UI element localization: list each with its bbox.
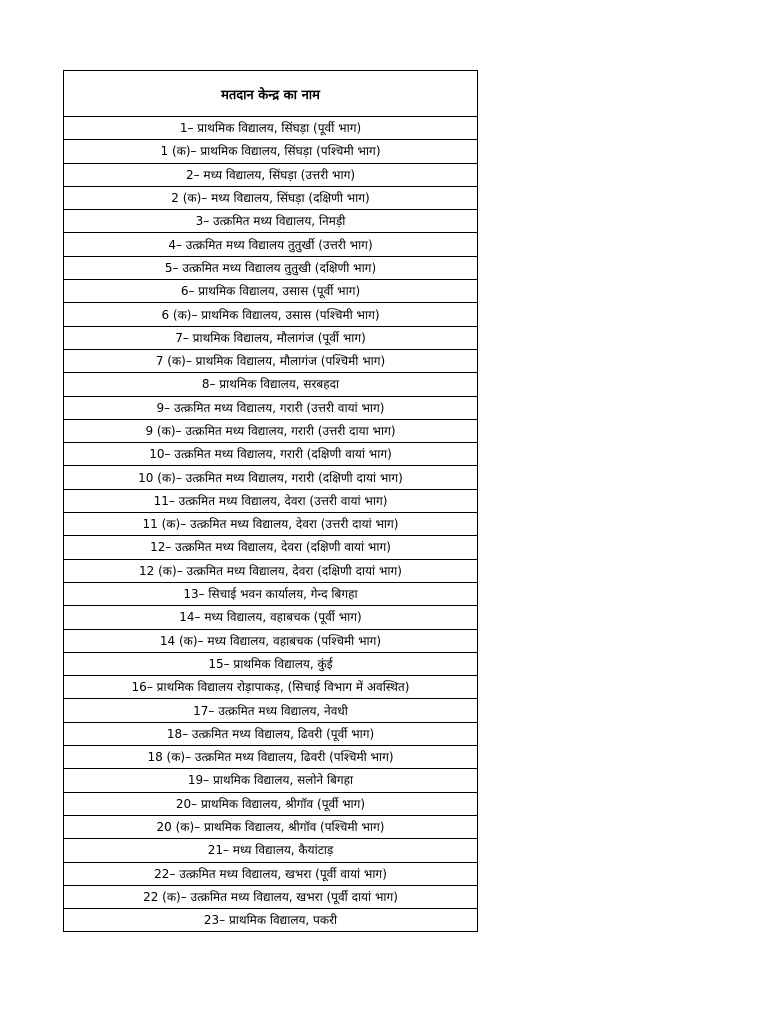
table-row: [64, 256, 478, 279]
polling-station-name-cell: 20 (क)– प्राथमिक विद्यालय, श्रीगॉव (पश्चिमी भाग): [64, 815, 478, 838]
polling-station-name-cell: 18– उत्क्रमित मध्य विद्यालय, ढिवरी (पूर्वी भाग): [64, 722, 478, 745]
polling-station-name-cell: 15– प्राथमिक विद्यालय, कुंई: [64, 652, 478, 675]
polling-station-name-cell: 20– प्राथमिक विद्यालय, श्रीगॉव (पूर्वी भाग): [64, 792, 478, 815]
polling-station-name-cell: 1 (क)– प्राथमिक विद्यालय, सिंघड़ा (पश्चिमी भाग): [64, 140, 478, 163]
polling-station-name-cell: 21– मध्य विद्यालय, कैयांटाड़: [64, 839, 478, 862]
polling-station-name-cell: 10 (क)– उत्क्रमित मध्य विद्यालय, गरारी (दक्षिणी दायां भाग): [64, 466, 478, 489]
polling-station-sheet: [63, 70, 478, 932]
polling-station-name-cell: 10– उत्क्रमित मध्य विद्यालय, गरारी (दक्षिणी वायां भाग): [64, 443, 478, 466]
table-row: [64, 839, 478, 862]
polling-station-name-cell: 14 (क)– मध्य विद्यालय, वहाबचक (पश्चिमी भाग): [64, 629, 478, 652]
table-row: [64, 280, 478, 303]
polling-station-name-cell: 8– प्राथमिक विद्यालय, सरबहदा: [64, 373, 478, 396]
polling-station-name-cell: 16– प्राथमिक विद्यालय रोड़ापाकड़, (सिचाई विभाग में अवस्थित): [64, 676, 478, 699]
polling-station-name-cell: 6 (क)– प्राथमिक विद्यालय, उसास (पश्चिमी भाग): [64, 303, 478, 326]
polling-station-name-cell: 22– उत्क्रमित मध्य विद्यालय, खभरा (पूर्वी वायां भाग): [64, 862, 478, 885]
polling-station-name-cell: 9 (क)– उत्क्रमित मध्य विद्यालय, गरारी (उत्तरी दाया भाग): [64, 419, 478, 442]
polling-station-name-cell: 6– प्राथमिक विद्यालय, उसास (पूर्वी भाग): [64, 280, 478, 303]
table-row: [64, 536, 478, 559]
table-row: [64, 419, 478, 442]
table-header-row: [64, 71, 478, 117]
polling-station-name-cell: 5– उत्क्रमित मध्य विद्यालय तुतुखी (दक्षिणी भाग): [64, 256, 478, 279]
table-row: [64, 373, 478, 396]
polling-station-name-cell: 17– उत्क्रमित मध्य विद्यालय, नेवधी: [64, 699, 478, 722]
table-row: [64, 652, 478, 675]
polling-station-name-cell: 23– प्राथमिक विद्यालय, पकरी: [64, 909, 478, 932]
table-row: [64, 489, 478, 512]
table-row: [64, 699, 478, 722]
table-row: [64, 140, 478, 163]
table-row: [64, 210, 478, 233]
table-row: [64, 466, 478, 489]
table-row: [64, 769, 478, 792]
polling-station-name-cell: 12 (क)– उत्क्रमित मध्य विद्यालय, देवरा (दक्षिणी दायां भाग): [64, 559, 478, 582]
table-body: [64, 117, 478, 932]
table-row: [64, 326, 478, 349]
table-row: [64, 606, 478, 629]
polling-station-name-cell: 18 (क)– उत्क्रमित मध्य विद्यालय, ढिवरी (पश्चिमी भाग): [64, 746, 478, 769]
table-row: [64, 163, 478, 186]
polling-station-name-cell: 7– प्राथमिक विद्यालय, मौलागंज (पूर्वी भाग): [64, 326, 478, 349]
table-row: [64, 186, 478, 209]
table-row: [64, 629, 478, 652]
table-row: [64, 117, 478, 140]
polling-station-name-cell: 19– प्राथमिक विद्यालय, सलोने बिगहा: [64, 769, 478, 792]
table-row: [64, 443, 478, 466]
table-row: [64, 303, 478, 326]
polling-station-name-cell: 1– प्राथमिक विद्यालय, सिंघड़ा (पूर्वी भाग): [64, 117, 478, 140]
polling-station-name-cell: 7 (क)– प्राथमिक विद्यालय, मौलागंज (पश्चिमी भाग): [64, 349, 478, 372]
polling-station-name-cell: 12– उत्क्रमित मध्य विद्यालय, देवरा (दक्षिणी वायां भाग): [64, 536, 478, 559]
polling-station-name-cell: 3– उत्क्रमित मध्य विद्यालय, निमड़ी: [64, 210, 478, 233]
polling-station-name-cell: 13– सिचाई भवन कार्यालय, गेन्द बिगहा: [64, 582, 478, 605]
polling-station-name-cell: 2– मध्य विद्यालय, सिंघड़ा (उत्तरी भाग): [64, 163, 478, 186]
polling-station-table: [63, 70, 478, 932]
table-row: [64, 862, 478, 885]
polling-station-name-cell: 11– उत्क्रमित मध्य विद्यालय, देवरा (उत्तरी वायां भाग): [64, 489, 478, 512]
polling-station-name-cell: 11 (क)– उत्क्रमित मध्य विद्यालय, देवरा (उत्तरी दायां भाग): [64, 513, 478, 536]
column-header-polling-station-name: मतदान केन्द्र का नाम: [64, 71, 478, 117]
table-row: [64, 722, 478, 745]
table-row: [64, 746, 478, 769]
polling-station-name-cell: 14– मध्य विद्यालय, वहाबचक (पूर्वी भाग): [64, 606, 478, 629]
table-row: [64, 513, 478, 536]
table-row: [64, 559, 478, 582]
polling-station-name-cell: 2 (क)– मध्य विद्यालय, सिंघड़ा (दक्षिणी भाग): [64, 186, 478, 209]
table-row: [64, 582, 478, 605]
table-row: [64, 909, 478, 932]
polling-station-name-cell: 4– उत्क्रमित मध्य विद्यालय तुतुर्खी (उत्तरी भाग): [64, 233, 478, 256]
table-row: [64, 676, 478, 699]
table-row: [64, 396, 478, 419]
table-row: [64, 349, 478, 372]
table-row: [64, 885, 478, 908]
polling-station-name-cell: 9– उत्क्रमित मध्य विद्यालय, गरारी (उत्तरी वायां भाग): [64, 396, 478, 419]
table-row: [64, 233, 478, 256]
table-row: [64, 815, 478, 838]
table-row: [64, 792, 478, 815]
polling-station-name-cell: 22 (क)– उत्क्रमित मध्य विद्यालय, खभरा (पूर्वी दायां भाग): [64, 885, 478, 908]
